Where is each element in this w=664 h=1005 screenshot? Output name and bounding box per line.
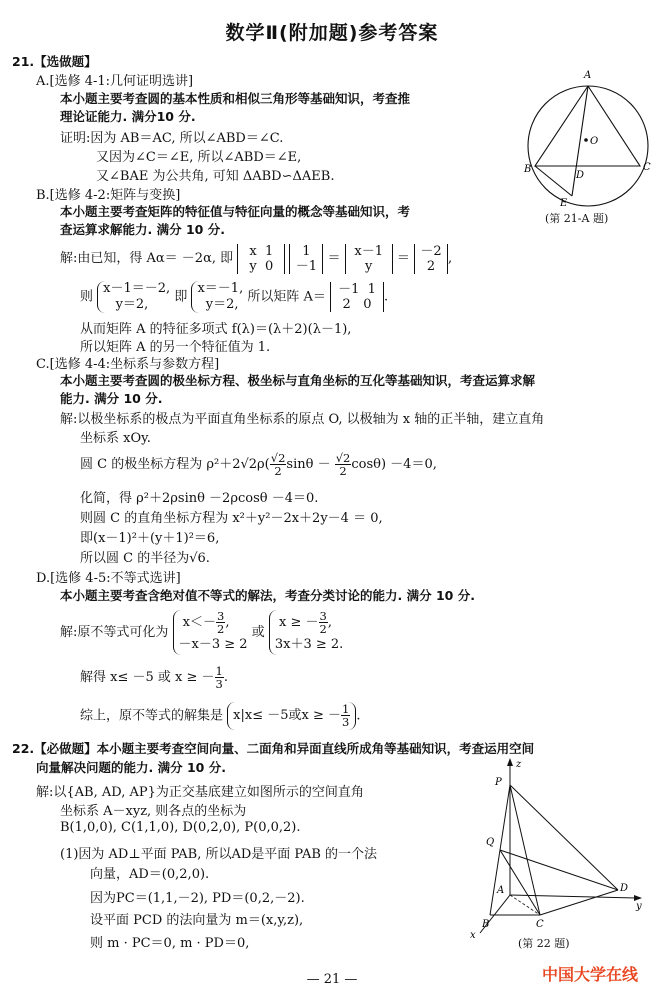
q21b-heading: B.[选修 4-2:矩阵与变换] — [36, 188, 181, 203]
q21a-line: 证明:因为 AB＝AC, 所以∠ABD＝∠C. — [60, 131, 284, 146]
q22-line: 向量，AD＝(0,2,0). — [90, 867, 210, 882]
q22-line: 因为PC＝(1,1,－2), PD＝(0,2,－2). — [90, 891, 305, 906]
matrix: x 1 y 0 — [237, 244, 285, 274]
q21b-line: 从而矩阵 A 的特征多项式 f(λ)＝(λ＋2)(λ－1), — [80, 322, 352, 337]
q21-heading: 21.【选做题】 — [12, 54, 97, 69]
label-y: y — [636, 901, 642, 912]
label-b: B — [524, 164, 532, 175]
label-d: D — [576, 170, 585, 181]
label-e: E — [560, 198, 568, 209]
q22-line: B(1,0,0), C(1,1,0), D(0,2,0), P(0,0,2). — [60, 820, 301, 835]
q21a-line: 又因为∠C＝∠E, 所以∠ABD＝∠E, — [96, 150, 302, 165]
page-title: 数学Ⅱ(附加题)参考答案 — [225, 22, 439, 44]
q21c-line: 坐标系 xOy. — [80, 431, 151, 446]
q21c-line: 解:以极坐标系的极点为平面直角坐标系的原点 O, 以极轴为 x 轴的正半轴，建立直角 — [60, 412, 545, 427]
label-p: P — [495, 777, 502, 788]
line-be — [535, 166, 572, 196]
q22-line: 坐标系 A－xyz, 则各点的坐标为 — [60, 804, 247, 819]
q22-line: 解:以{AB, AD, AP}为正交基底建立如图所示的空间直角 — [36, 785, 364, 800]
figure-21a — [520, 62, 660, 212]
q21d-heading: D.[选修 4-5:不等式选讲] — [36, 571, 181, 586]
q21b-equation-1: 解:由已知，得 Aα＝ －2α, 即 x 1 y 0 1 －1 ＝ x－1 y ＝ －2 2 , — [60, 243, 453, 274]
q21c-line: 则圆 C 的直角坐标方程为 x²＋y²－2x＋2y－4 ＝ 0, — [80, 511, 383, 526]
label-b: B — [482, 919, 490, 930]
q22-line: 则 m · PC＝0, m · PD＝0, — [90, 936, 250, 951]
q21b-line: 所以矩阵 A 的另一个特征值为 1. — [80, 340, 271, 355]
q21c-desc: 本小题主要考查圆的极坐标方程、极坐标与直角坐标的互化等基础知识，考查运算求解 — [60, 373, 536, 388]
edge-qc — [500, 850, 540, 915]
label-d: D — [620, 883, 629, 894]
system: x－1＝－2, y＝2, — [97, 281, 170, 313]
q21d-desc: 本小题主要考查含绝对值不等式的解法，考查分类讨论的能力. 满分 10 分. — [60, 588, 475, 603]
q22-heading: 22.【必做题】本小题主要考查空间向量、二面角和异面直线所成角等基础知识，考查运用空间 — [12, 741, 535, 756]
q21d-system: 解:原不等式可化为 x＜－ $\frac{3}{2}$ , －x－3 ≥ 2 或 x ≥ － $\frac{3}{2}$ , 3x＋3 ≥ 2. — [60, 610, 343, 655]
label-q: Q — [486, 837, 495, 848]
z-arrow — [507, 758, 513, 766]
circle — [528, 86, 648, 206]
q21d-solution-set: 综上，原不等式的解集是 x|x≤ －5或x ≥ － $\frac{1}{3}$ . — [80, 702, 361, 729]
q21c-polar-eq: 圆 C 的极坐标方程为 ρ²＋2√2ρ( $\frac{√2}{2}$ sinθ － $\frac{√2}{2}$ cosθ) －4＝0, — [80, 451, 437, 478]
q22-line: 设平面 PCD 的法向量为 m＝(x,y,z), — [90, 913, 304, 928]
label-x: x — [470, 930, 476, 941]
vector: 1 －1 — [289, 244, 323, 274]
watermark-logo: 中国大学在线 — [541, 965, 638, 984]
q22-line: (1)因为 AD⊥平面 PAB, 所以AD是平面 PAB 的一个法 — [60, 847, 378, 862]
matrix-a: －1 1 2 0 — [330, 282, 384, 312]
q21c-desc2: 能力. 满分 10 分. — [60, 391, 163, 406]
system: x ≥ － $\frac{3}{2}$ , 3x＋3 ≥ 2. — [269, 610, 343, 655]
figure-21a-caption: (第 21-A 题) — [545, 212, 609, 225]
label-a: A — [497, 885, 505, 896]
label-c: C — [536, 919, 544, 930]
vector: －2 2 — [414, 244, 448, 274]
q21a-heading: A.[选修 4-1:几何证明选讲] — [36, 74, 194, 89]
edge-qd — [500, 850, 618, 890]
eq-text: 解:由已知，得 Aα＝ －2α, 即 — [60, 251, 234, 266]
q21c-line: 所以圆 C 的半径为√6. — [80, 551, 210, 566]
q21d-solution: 解得 x≤ －5 或 x ≥ － $\frac{1}{3}$ . — [80, 664, 228, 691]
q21c-heading: C.[选修 4-4:坐标系与参数方程] — [36, 357, 220, 372]
q21a-line: 又∠BAE 为公共角, 可知 ΔABD∽ΔAEB. — [96, 169, 335, 184]
edge-cd — [540, 890, 618, 915]
page-number: — 21 — — [306, 972, 358, 987]
label-o: O — [590, 136, 599, 147]
system: x＝－1, y＝2, — [191, 281, 243, 313]
label-a: A — [584, 70, 592, 81]
edge-pd — [510, 785, 618, 890]
system: x＜－ $\frac{3}{2}$ , －x－3 ≥ 2 — [173, 610, 248, 655]
label-c: C — [643, 162, 651, 173]
vector: x－1 y — [345, 244, 393, 274]
q21b-equation-2: 则 x－1＝－2, y＝2, 即 x＝－1, y＝2, 所以矩阵 A＝ －1 1 2 0 . — [80, 281, 389, 312]
label-z: z — [516, 759, 522, 770]
center-point — [584, 138, 588, 142]
q21b-desc: 本小题主要考查矩阵的特征值与特征向量的概念等基础知识，考 — [60, 204, 411, 219]
q21c-line: 即(x－1)²＋(y＋1)²＝6, — [80, 531, 220, 546]
q21a-desc: 本小题主要考查圆的基本性质和相似三角形等基础知识，考查推 — [60, 91, 411, 106]
figure-22-caption: (第 22 题) — [518, 937, 570, 950]
figure-22 — [460, 755, 660, 950]
edge-ac — [510, 895, 540, 915]
q21b-desc2: 查运算求解能力. 满分 10 分. — [60, 222, 225, 237]
q21a-desc2: 理论证能力. 满分10 分. — [60, 109, 196, 124]
q22-heading-2: 向量解决问题的能力. 满分 10 分. — [36, 760, 226, 775]
q21c-line: 化简，得 ρ²＋2ρsinθ －2ρcosθ －4＝0. — [80, 491, 319, 506]
